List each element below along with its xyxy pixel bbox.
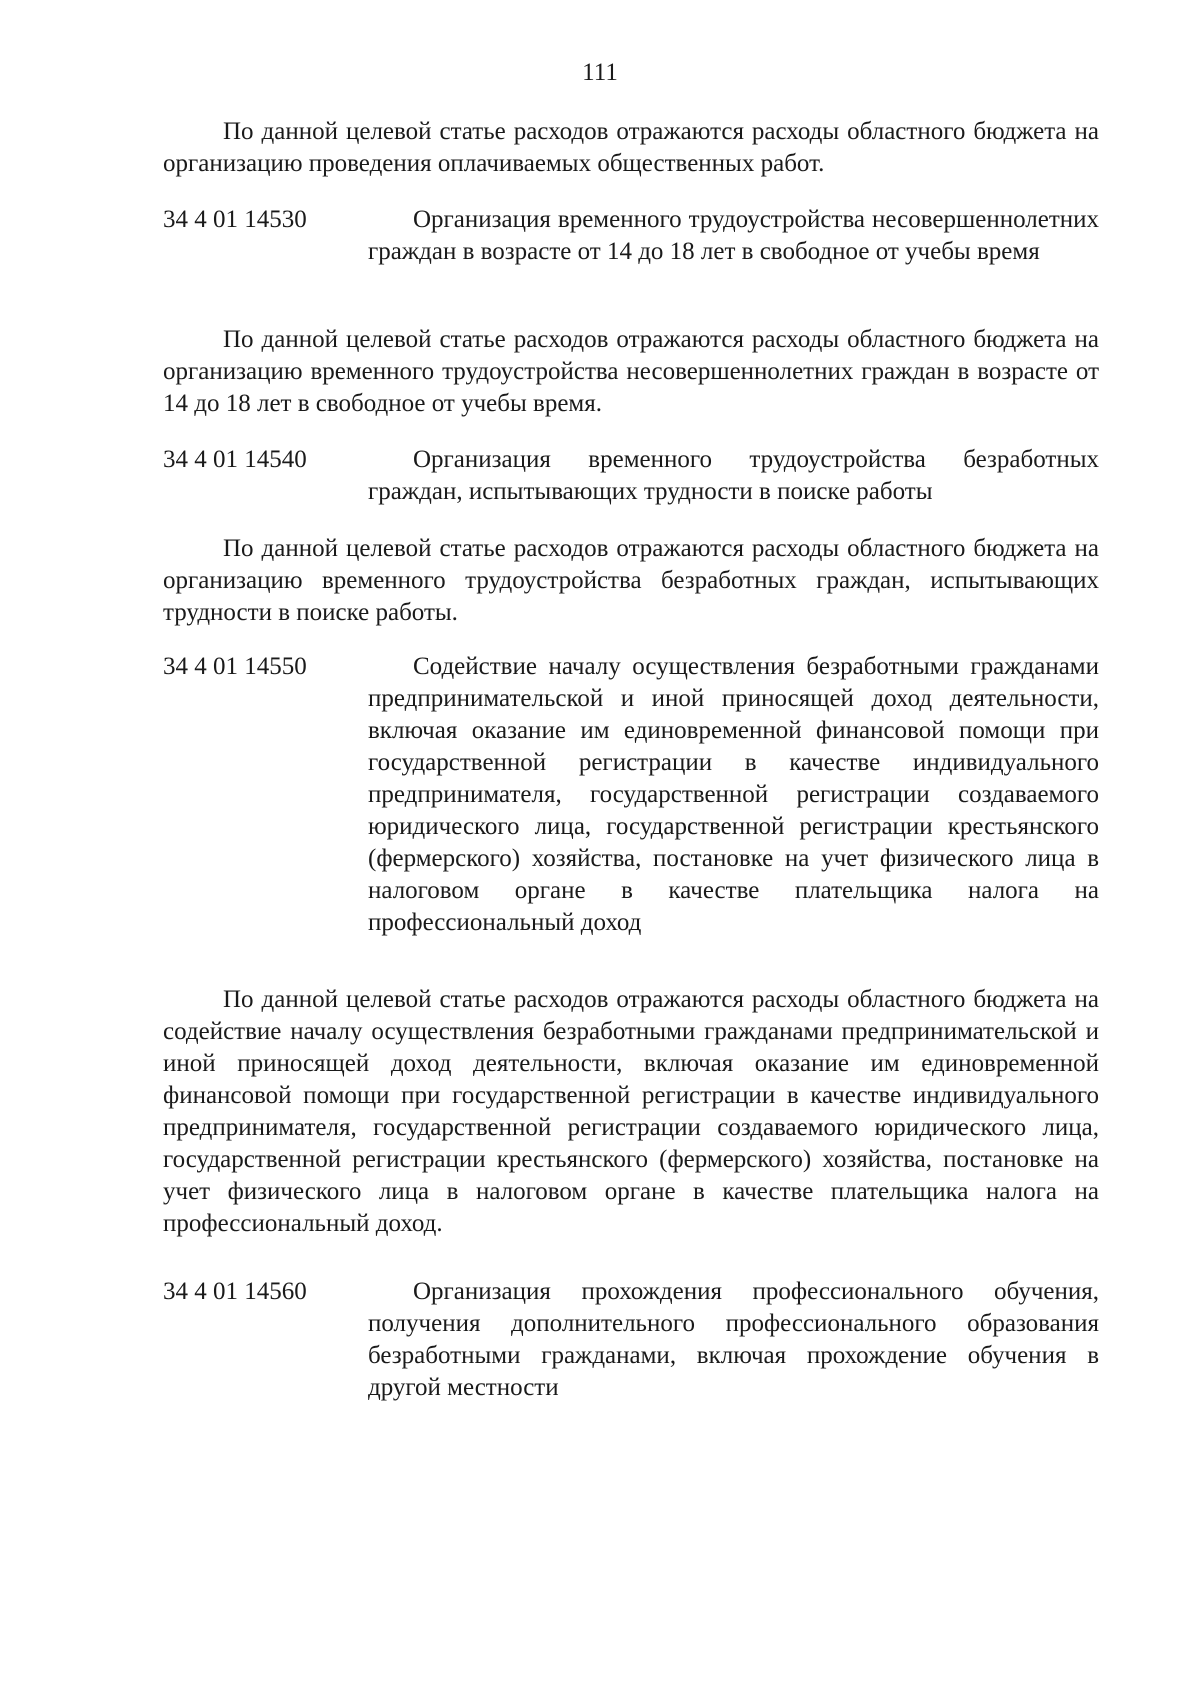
entry-title: Содействие началу осуществления безработными гражданами предпринимательской и иной приносящей доход деятельности, включая оказание им единовременной финансовой помощи при государственной регистрации в качестве индивидуального предпринимателя, государственной регистрации создаваемого юридического лица, государственной регистрации крестьянского (фермерского) хозяйства, постановке на учет физического лица в налоговом органе в качестве плательщика налога на профессиональный доход	[368, 653, 1099, 936]
paragraph-4: По данной целевой статье расходов отражаются расходы областного бюджета на содействие началу осуществления безработными гражданами предпринимательской и иной приносящей доход деятельности, включая оказание им единовременной финансовой помощи при государственной регистрации в качестве индивидуального предпринимателя, государственной регистрации создаваемого юридического лица, государственной регистрации крестьянского (фермерского) хозяйства, постановке на учет физического лица в налоговом органе в качестве плательщика налога на профессиональный доход.	[163, 986, 1099, 1237]
entry-code: 34 4 01 14530	[163, 206, 307, 233]
entry-code: 34 4 01 14550	[163, 653, 307, 680]
entry-34401-14530	[163, 204, 1099, 268]
paragraph-3: По данной целевой статье расходов отражаются расходы областного бюджета на организацию временного трудоустройства безработных граждан, испытывающих трудности в поиске работы.	[163, 535, 1099, 626]
entry-34401-14560	[163, 1276, 1099, 1404]
page-number: 111	[582, 59, 618, 86]
entry-title: Организация временного трудоустройства несовершеннолетних граждан в возрасте от 14 до 18 лет в свободное от учебы время	[368, 206, 1099, 265]
entry-code: 34 4 01 14540	[163, 446, 307, 473]
paragraph-2: По данной целевой статье расходов отражаются расходы областного бюджета на организацию временного трудоустройства несовершеннолетних граждан в возрасте от 14 до 18 лет в свободное от учебы время.	[163, 326, 1099, 417]
paragraph-1: По данной целевой статье расходов отражаются расходы областного бюджета на организацию проведения оплачиваемых общественных работ.	[163, 118, 1099, 177]
entry-title: Организация временного трудоустройства безработных граждан, испытывающих трудности в поиске работы	[368, 446, 1099, 505]
entry-34401-14550	[163, 651, 1099, 939]
entry-34401-14540	[163, 444, 1099, 508]
entry-title: Организация прохождения профессионального обучения, получения дополнительного профессионального образования безработными гражданами, включая прохождение обучения в другой местности	[368, 1278, 1099, 1401]
entry-code: 34 4 01 14560	[163, 1278, 307, 1305]
